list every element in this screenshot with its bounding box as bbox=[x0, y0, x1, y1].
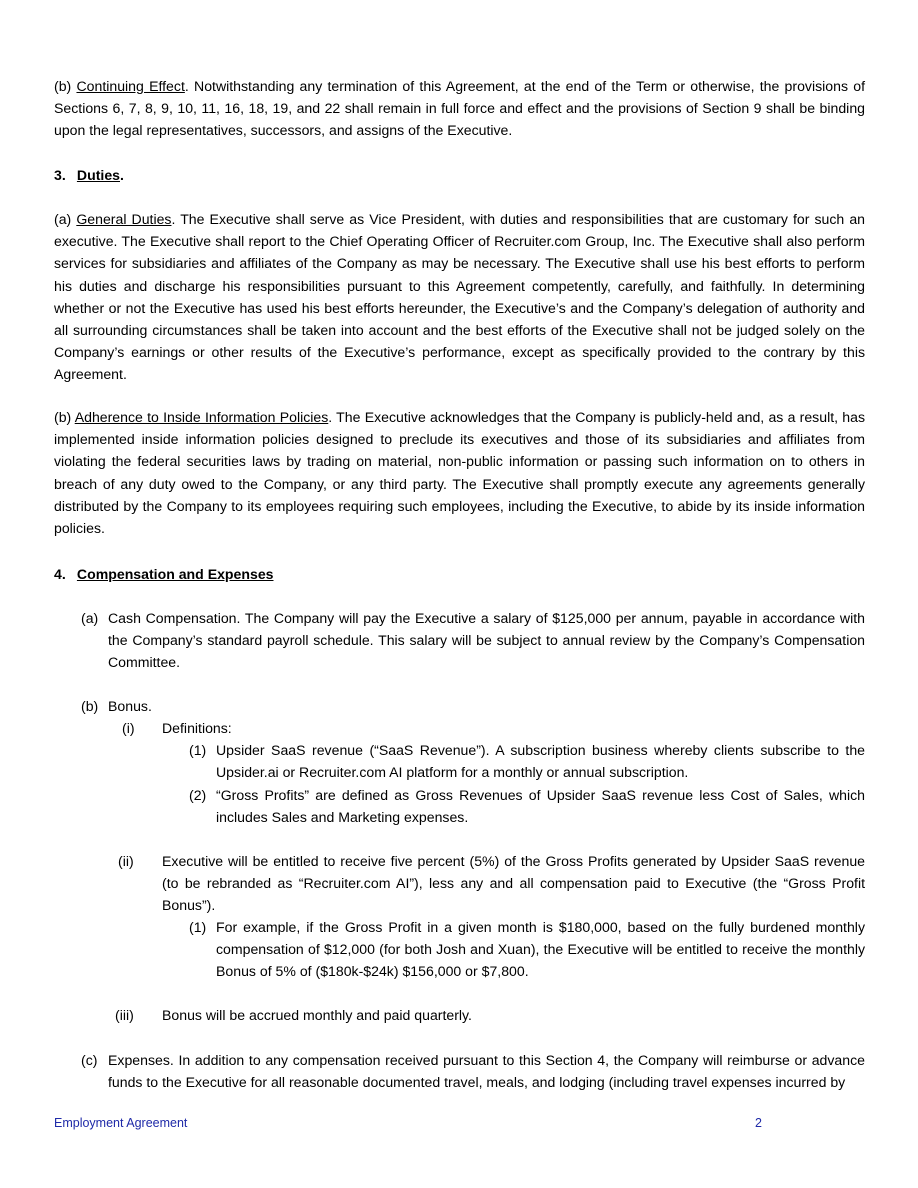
footer-title: Employment Agreement bbox=[54, 1116, 188, 1130]
section-4b-i-label: (i) bbox=[122, 720, 135, 736]
section-4b-text: Bonus. bbox=[108, 698, 152, 714]
section-4c-label: (c) bbox=[81, 1052, 98, 1068]
section-4b-i-text: Definitions: bbox=[162, 720, 232, 736]
section-3-title-suffix: . bbox=[120, 167, 124, 183]
section-4b-ii-text: Executive will be entitled to receive five percent (5%) of the Gross Profits generated by Upsider SaaS revenue (to be rebranded as “Recruiter.com AI”), less any and all compensation paid to Executive (the “Gross Profit Bonus”). bbox=[162, 853, 865, 914]
section-2b-text: . Notwithstanding any termination of this Agreement, at the end of the Term or otherwise, the provisions of Sections 6, 7, 8, 9, 10, 11, 16, 18, 19, and 22 shall remain in full force and effect and the provisions of Section 9 shall be binding upon the legal representatives, successors, and assigns of the Executive. bbox=[54, 78, 865, 139]
section-4b-label: (b) bbox=[81, 698, 99, 714]
section-4b-i-2-text: “Gross Profits” are defined as Gross Revenues of Upsider SaaS revenue less Cost of Sales, which includes Sales and Marketing expenses. bbox=[216, 787, 865, 826]
section-3-heading bbox=[54, 164, 124, 186]
section-3b-title: Adherence to Inside Information Policies bbox=[74, 409, 329, 425]
section-2b-title: Continuing Effect bbox=[76, 78, 185, 94]
section-4-title: Compensation and Expenses bbox=[76, 566, 274, 582]
section-3b-text: . The Executive acknowledges that the Company is publicly-held and, as a result, has implemented inside information policies designed to preclude its executives and those of its subsidiaries and affiliates from violating the federal securities laws by trading on material, non-public information or passing such information on to others in breach of any duty owed to the Company, or any third party. The Executive shall promptly execute any agreements generally distributed by the Company to its employees requiring such employees, including the Executive, to abide by its inside information policies. bbox=[54, 409, 866, 537]
section-4b-ii-1-label: (1) bbox=[189, 919, 207, 935]
section-4b-ii-label: (ii) bbox=[118, 853, 134, 869]
section-4-heading bbox=[54, 563, 274, 585]
section-3-title: Duties bbox=[76, 167, 120, 183]
section-4b-ii-1-text: For example, if the Gross Profit in a given month is $180,000, based on the fully burdened monthly compensation of $12,000 (for both Josh and Xuan), the Executive will be entitled to receive the monthly Bonus of 5% of ($180k-$24k) $156,000 or $7,800. bbox=[216, 919, 865, 980]
section-4b-i-1-text: Upsider SaaS revenue (“SaaS Revenue”). A subscription business whereby clients subscribe to the Upsider.ai or Recruiter.com AI platform for a monthly or annual subscription. bbox=[216, 742, 865, 781]
section-3a-text: . The Executive shall serve as Vice President, with duties and responsibilities that are customary for such an executive. The Executive shall report to the Chief Operating Officer of Recruiter.com Group, Inc. The Executive shall also perform services for subsidiaries and affiliates of the Company as may be necessary. The Executive shall use his best efforts to perform his duties and discharge his responsibilities pursuant to this Agreement competently, carefully, and faithfully. In determining whether or not the Executive has used his best efforts hereunder, the Executive’s and the Company’s delegation of authority and all surrounding circumstances shall be taken into account and the best efforts of the Executive shall not be judged solely on the Company’s earnings or other results of the Executive’s performance, except as specifically provided to the contrary by this Agreement. bbox=[54, 211, 865, 383]
section-4a-label: (a) bbox=[81, 610, 99, 626]
section-3b-paragraph bbox=[54, 406, 865, 539]
section-4b-iii-label: (iii) bbox=[115, 1007, 134, 1023]
section-3a-label: (a) bbox=[54, 211, 72, 227]
section-4-number: 4. bbox=[54, 566, 66, 582]
section-4b-iii-text: Bonus will be accrued monthly and paid quarterly. bbox=[162, 1007, 472, 1023]
section-2b-label: (b) bbox=[54, 78, 72, 94]
section-3a-paragraph bbox=[54, 208, 865, 386]
footer-page-number: 2 bbox=[755, 1116, 762, 1130]
section-2b-paragraph bbox=[54, 75, 865, 142]
section-4b-i-2-label: (2) bbox=[189, 787, 207, 803]
section-3-number: 3. bbox=[54, 167, 66, 183]
section-4b-i-1-label: (1) bbox=[189, 742, 207, 758]
section-4a-text: Cash Compensation. The Company will pay the Executive a salary of $125,000 per annum, payable in accordance with the Company’s standard payroll schedule. This salary will be subject to annual review by the Company’s Compensation Committee. bbox=[108, 610, 865, 671]
section-3b-label: (b) bbox=[54, 409, 72, 425]
section-4c-text: Expenses. In addition to any compensation received pursuant to this Section 4, the Company will reimburse or advance funds to the Executive for all reasonable documented travel, meals, and lodging (including travel expenses incurred by bbox=[108, 1052, 865, 1091]
section-3a-title: General Duties bbox=[76, 211, 172, 227]
